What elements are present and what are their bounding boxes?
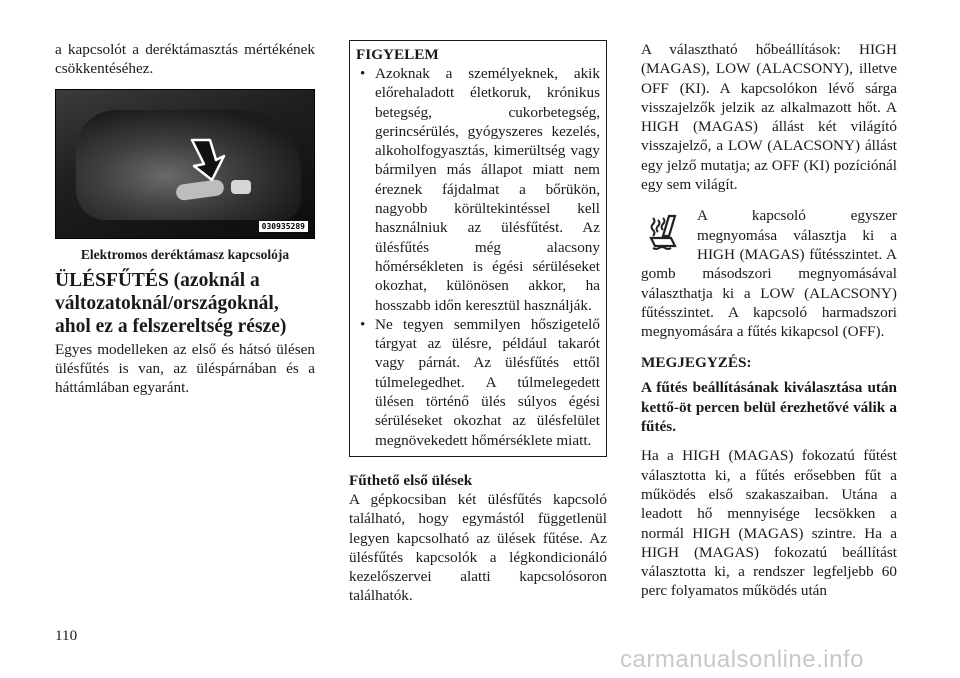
page-number: 110 (55, 627, 78, 644)
column-right (641, 40, 897, 601)
switch-paragraph (641, 206, 897, 341)
warning-box (349, 40, 607, 457)
photo-caption: Elektromos deréktámasz kapcsolója (80, 246, 290, 262)
warning-item: • Azoknak a személyeknek, akik előrehaladott életkoruk, krónikus betegség, cukorbetegség, gerincsérülés, gyógyszeres kezelés, alkoholfogyasztás, kimerültség vagy bármilyen más állapot miatt nem éreznek fájdalmat a bőrükön, nagyobb körültekintéssel kell használniuk az ülésfűtést. Az ülésfűtés még alacsony hőmérsékleten is égési sérüléseket okozhat, különösen akkor, ha hosszabb időn keresztül használják. (356, 64, 600, 315)
settings-paragraph: A választható hőbeállítások: HIGH (MAGAS), LOW (ALACSONY), illetve OFF (KI). A kapcsolókon lévő sárga visszajelzők jelzik az alkalmazott hőt. A HIGH (MAGAS) állást két világító visszajelző, a LOW (ALACSONY) állást egy jelző mutatja; az OFF (KI) pozíciónál egy sem világít. (641, 41, 897, 194)
photo-code: 030935289 (259, 221, 308, 232)
seat-heater-icon (645, 212, 685, 254)
lumbar-switch (231, 180, 251, 194)
switch-text: A kapcsoló egyszer megnyomása választja ki a HIGH (MAGAS) fűtésszintet. A gomb másodszori megnyomásával választhatja ki a LOW (ALACSONY) fűtésszintet. A kapcsoló harmadszori megnyomására a fűtés kikapcsol (OFF). (641, 207, 897, 341)
note-bold-text: A fűtés beállításának kiválasztása után kettő-öt percen belül érezhetővé válik a fűtés. (641, 379, 897, 436)
note-heading: MEGJEGYZÉS: (641, 354, 752, 372)
subsection-body: A gépkocsiban két ülésfűtés kapcsoló található, hogy egymástól függetlenül legyen kapcsolható az ülések fűtése. Az ülésfűtés kapcsolók a légkondicionáló kezelőszervei alatti kapcsolósoron találhatók. (349, 490, 607, 605)
warning-item: • Ne tegyen semmilyen hőszigetelő tárgyat az ülésre, például takarót vagy párnát. Az ülésfűtés ettől túlmelegedhet. A túlmelegedett ülésen történő ülés súlyos égési sérüléseket okozhat az ülésfelület megnövekedett hőmérséklete miatt. (356, 315, 600, 450)
arrow-down-icon (188, 136, 228, 182)
subheading: Fűthető első ülések (349, 471, 473, 489)
section-heading: ÜLÉSFŰTÉS (azoknál a változatoknál/országoknál, ahol ez a felszereltség része) (55, 269, 287, 337)
high-setting-paragraph: Ha a HIGH (MAGAS) fokozatú fűtést választotta ki, a fűtés erősebben fűt a működés első szakaszaiban. Utána a leadott hő mennyisége lecsökken a normál HIGH (MAGAS) szintre. Ha a HIGH (MAGAS) fokozatú beállítást választotta ki, a rendszer legfeljebb 60 perc folyamatos működés után (641, 447, 897, 600)
warning-list (356, 64, 600, 450)
intro-text: a kapcsolót a deréktámasztás mértékének csökkentéséhez. (55, 41, 315, 78)
warning-title: FIGYELEM (356, 46, 439, 63)
column-left (55, 40, 315, 397)
column-middle (349, 40, 607, 606)
section-body: Egyes modelleken az első és hátsó ülésen ülésfűtés is van, az üléspárnában és a háttámlában egyaránt. (55, 340, 315, 397)
watermark: carmanualsonline.info (620, 646, 864, 673)
lumbar-switch-photo (55, 89, 315, 239)
